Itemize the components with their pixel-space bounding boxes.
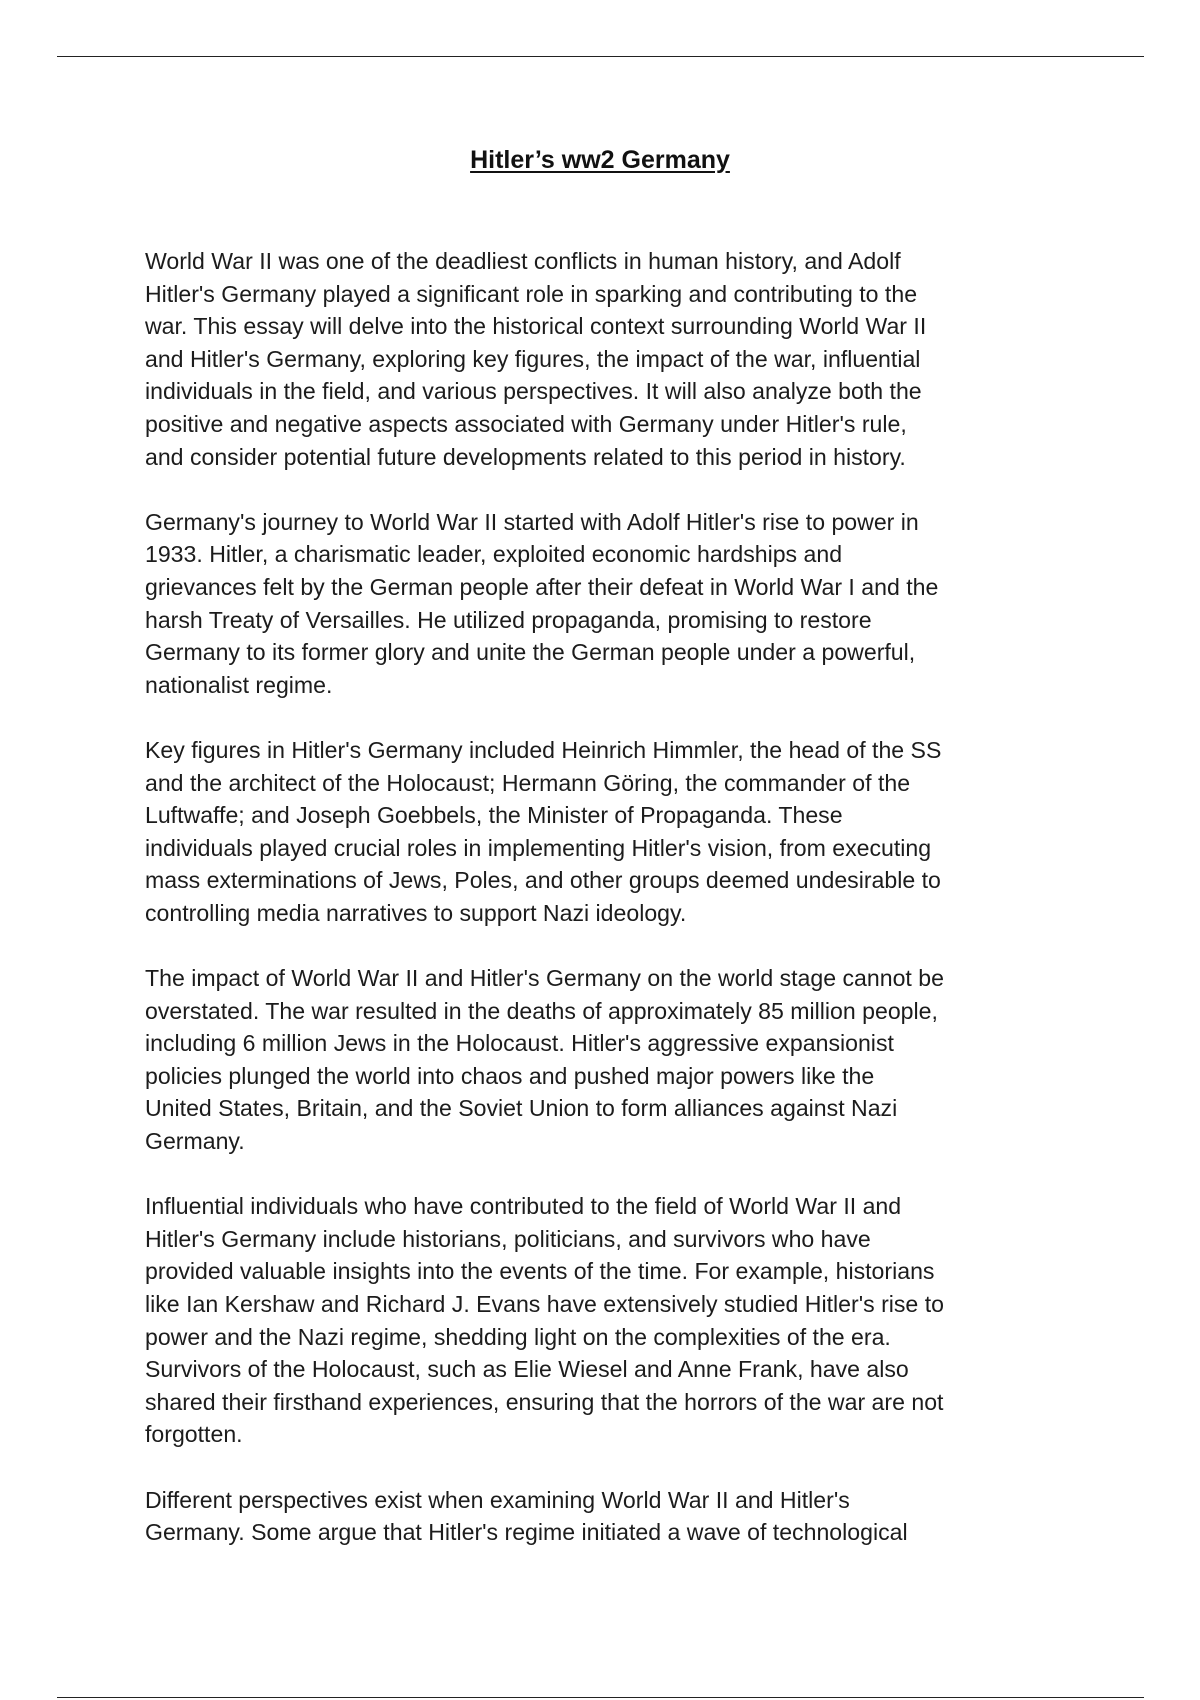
paragraph-perspectives: Different perspectives exist when examining World War II and Hitler's Germany. Some argue that Hitler's regime initiated a wave of technological (145, 1486, 908, 1546)
paragraph-intro: World War II was one of the deadliest conflicts in human history, and Adolf Hitler's Germany played a significant role in sparking and contributing to the war. This essay will delve into the historical context surrounding World War II and Hitler's Germany, exploring key figures, the impact of the war, influential individuals in the field, and various perspectives. It will also analyze both the positive and negative aspects associated with Germany under Hitler's rule, and consider potential future developments related to this period in history. (145, 248, 927, 470)
paragraph-influential-individuals: Influential individuals who have contributed to the field of World War II and Hitler's Germany include historians, politicians, and survivors who have provided valuable insights into the events of the time. For example, historians like Ian Kershaw and Richard J. Evans have extensively studied Hitler's rise to power and the Nazi regime, shedding light on the complexities of the era. Survivors of the Holocaust, such as Elie Wiesel and Anne Frank, have also shared their firsthand experiences, ensuring that the horrors of the war are not forgotten. (145, 1193, 944, 1448)
document-title: Hitler’s ww2 Germany (470, 146, 730, 174)
top-divider (57, 56, 1144, 57)
paragraph-rise-to-power: Germany's journey to World War II started with Adolf Hitler's rise to power in 1933. Hitler, a charismatic leader, exploited economic hardships and grievances felt by the German people after their defeat in World War I and the harsh Treaty of Versailles. He utilized propaganda, promising to restore Germany to its former glory and unite the German people under a powerful, nationalist regime. (145, 508, 939, 698)
essay-body (145, 245, 1060, 1581)
paragraph-key-figures: Key figures in Hitler's Germany included Heinrich Himmler, the head of the SS and the architect of the Holocaust; Hermann Göring, the commander of the Luftwaffe; and Joseph Goebbels, the Minister of Propaganda. These individuals played crucial roles in implementing Hitler's vision, from executing mass exterminations of Jews, Poles, and other groups deemed undesirable to controlling media narratives to support Nazi ideology. (145, 736, 942, 926)
bottom-divider (57, 1697, 1144, 1698)
paragraph-impact: The impact of World War II and Hitler's Germany on the world stage cannot be overstated. The war resulted in the deaths of approximately 85 million people, including 6 million Jews in the Holocaust. Hitler's aggressive expansionist policies plunged the world into chaos and pushed major powers like the United States, Britain, and the Soviet Union to form alliances against Nazi Germany. (145, 965, 944, 1155)
